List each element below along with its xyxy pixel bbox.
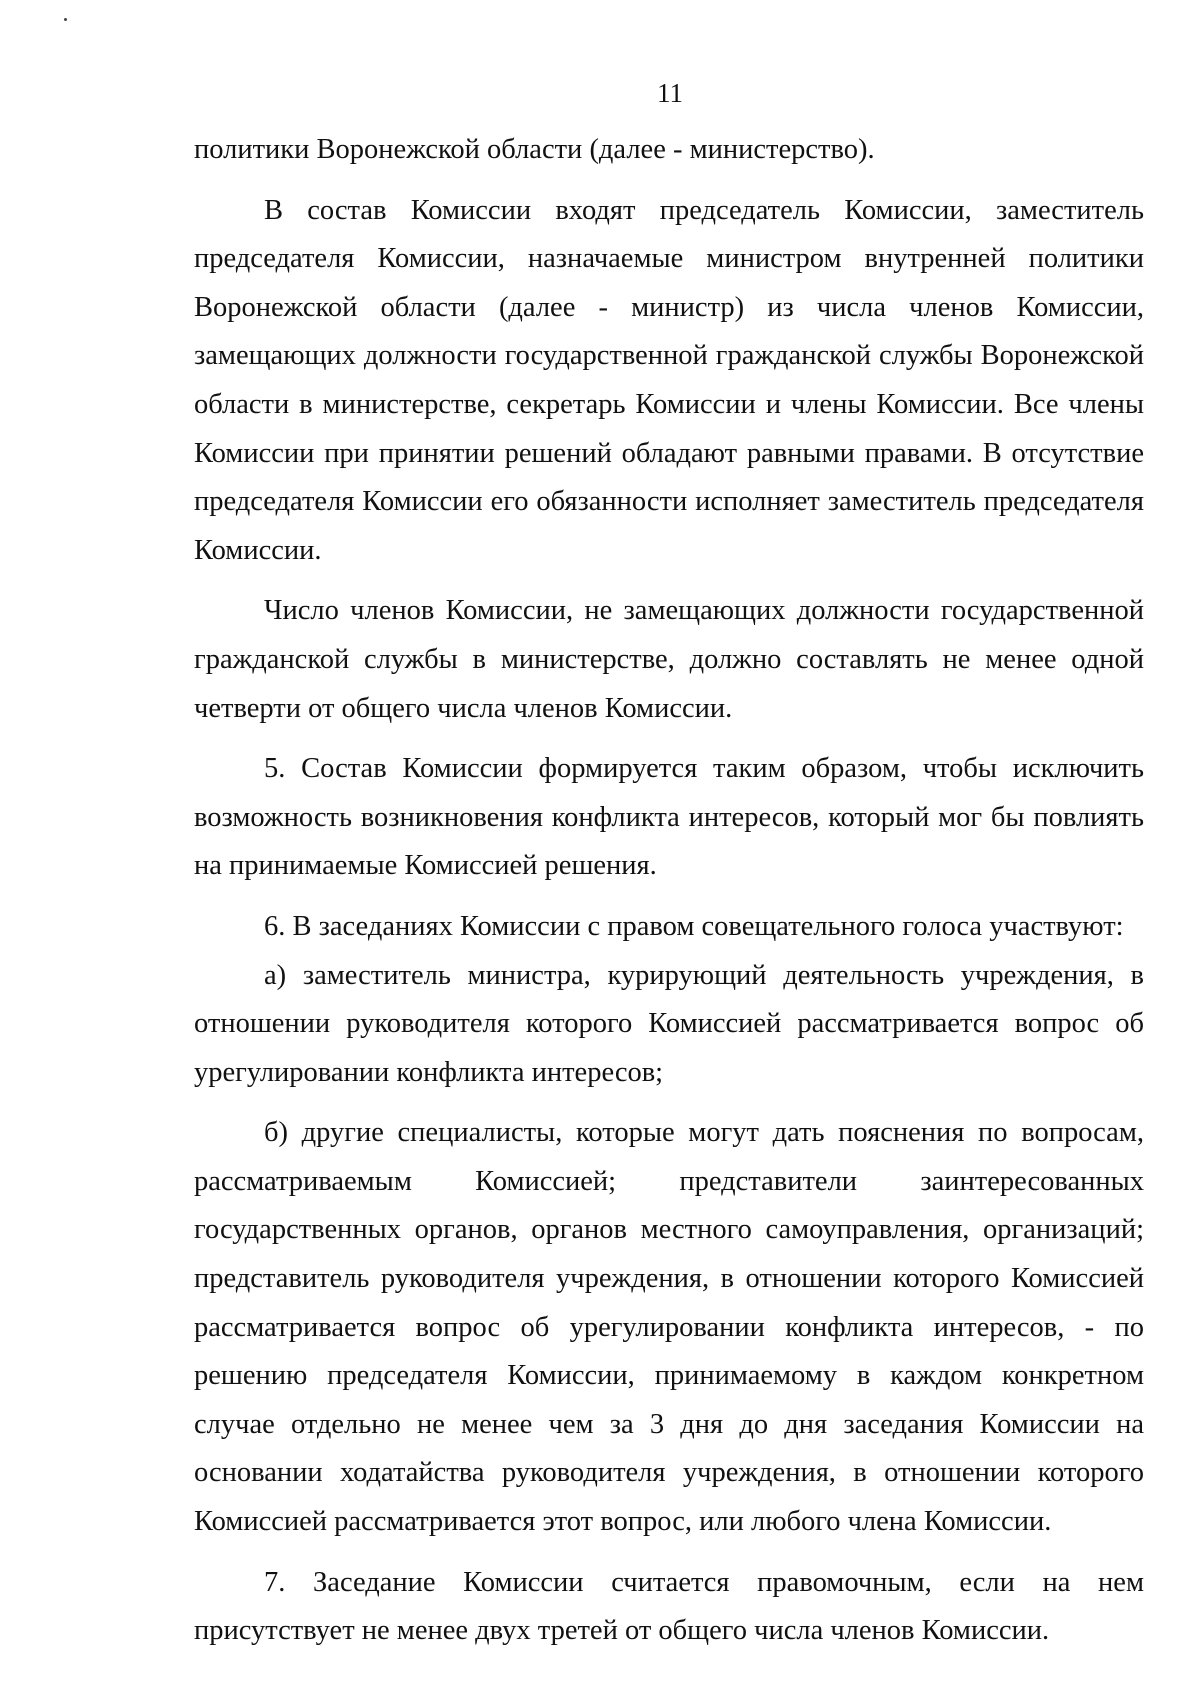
paragraph-item-5: 5. Состав Комиссии формируется таким образом, чтобы исключить возможность возникновения конфликта интересов, который мог бы повлиять на принимаемые Комиссией решения.	[194, 753, 1144, 882]
document-body	[194, 126, 1144, 1668]
paragraph-item-6b: б) другие специалисты, которые могут дать пояснения по вопросам, рассматриваемым Комиссией; представители заинтересованных государственных органов, органов местного самоуправления, организаций; представитель руководителя учреждения, в отношении которого Комиссией рассматривается вопрос об урегулировании конфликта интересов, - по решению председателя Комиссии, принимаемому в каждом конкретном случае отдельно не менее чем за 3 дня до дня заседания Комиссии на основании ходатайства руководителя учреждения, в отношении которого Комиссией рассматривается этот вопрос, или любого члена Комиссии.	[194, 1117, 1144, 1538]
paragraph-number-of-members: Число членов Комиссии, не замещающих должности государственной гражданской службы в министерстве, должно составлять не менее одной четверти от общего числа членов Комиссии.	[194, 595, 1144, 724]
paragraph-item-7: 7. Заседание Комиссии считается правомочным, если на нем присутствует не менее двух третей от общего числа членов Комиссии.	[194, 1566, 1144, 1647]
scan-artifact-dot	[64, 18, 67, 21]
page-number: 11	[657, 78, 683, 108]
paragraph-item-6: 6. В заседаниях Комиссии с правом совещательного голоса участвуют:	[264, 910, 1124, 942]
paragraph-commission-composition: В состав Комиссии входят председатель Комиссии, заместитель председателя Комиссии, назначаемые министром внутренней политики Воронежской области (далее - министр) из числа членов Комиссии, замещающих должности государственной гражданской службы Воронежской области в министерстве, секретарь Комиссии и члены Комиссии. Все члены Комиссии при принятии решений обладают равными правами. В отсутствие председателя Комиссии его обязанности исполняет заместитель председателя Комиссии.	[194, 194, 1144, 566]
paragraph-item-6a: а) заместитель министра, курирующий деятельность учреждения, в отношении руководителя которого Комиссией рассматривается вопрос об урегулировании конфликта интересов;	[194, 959, 1144, 1088]
paragraph-continuation: политики Воронежской области (далее - министерство).	[194, 134, 875, 165]
